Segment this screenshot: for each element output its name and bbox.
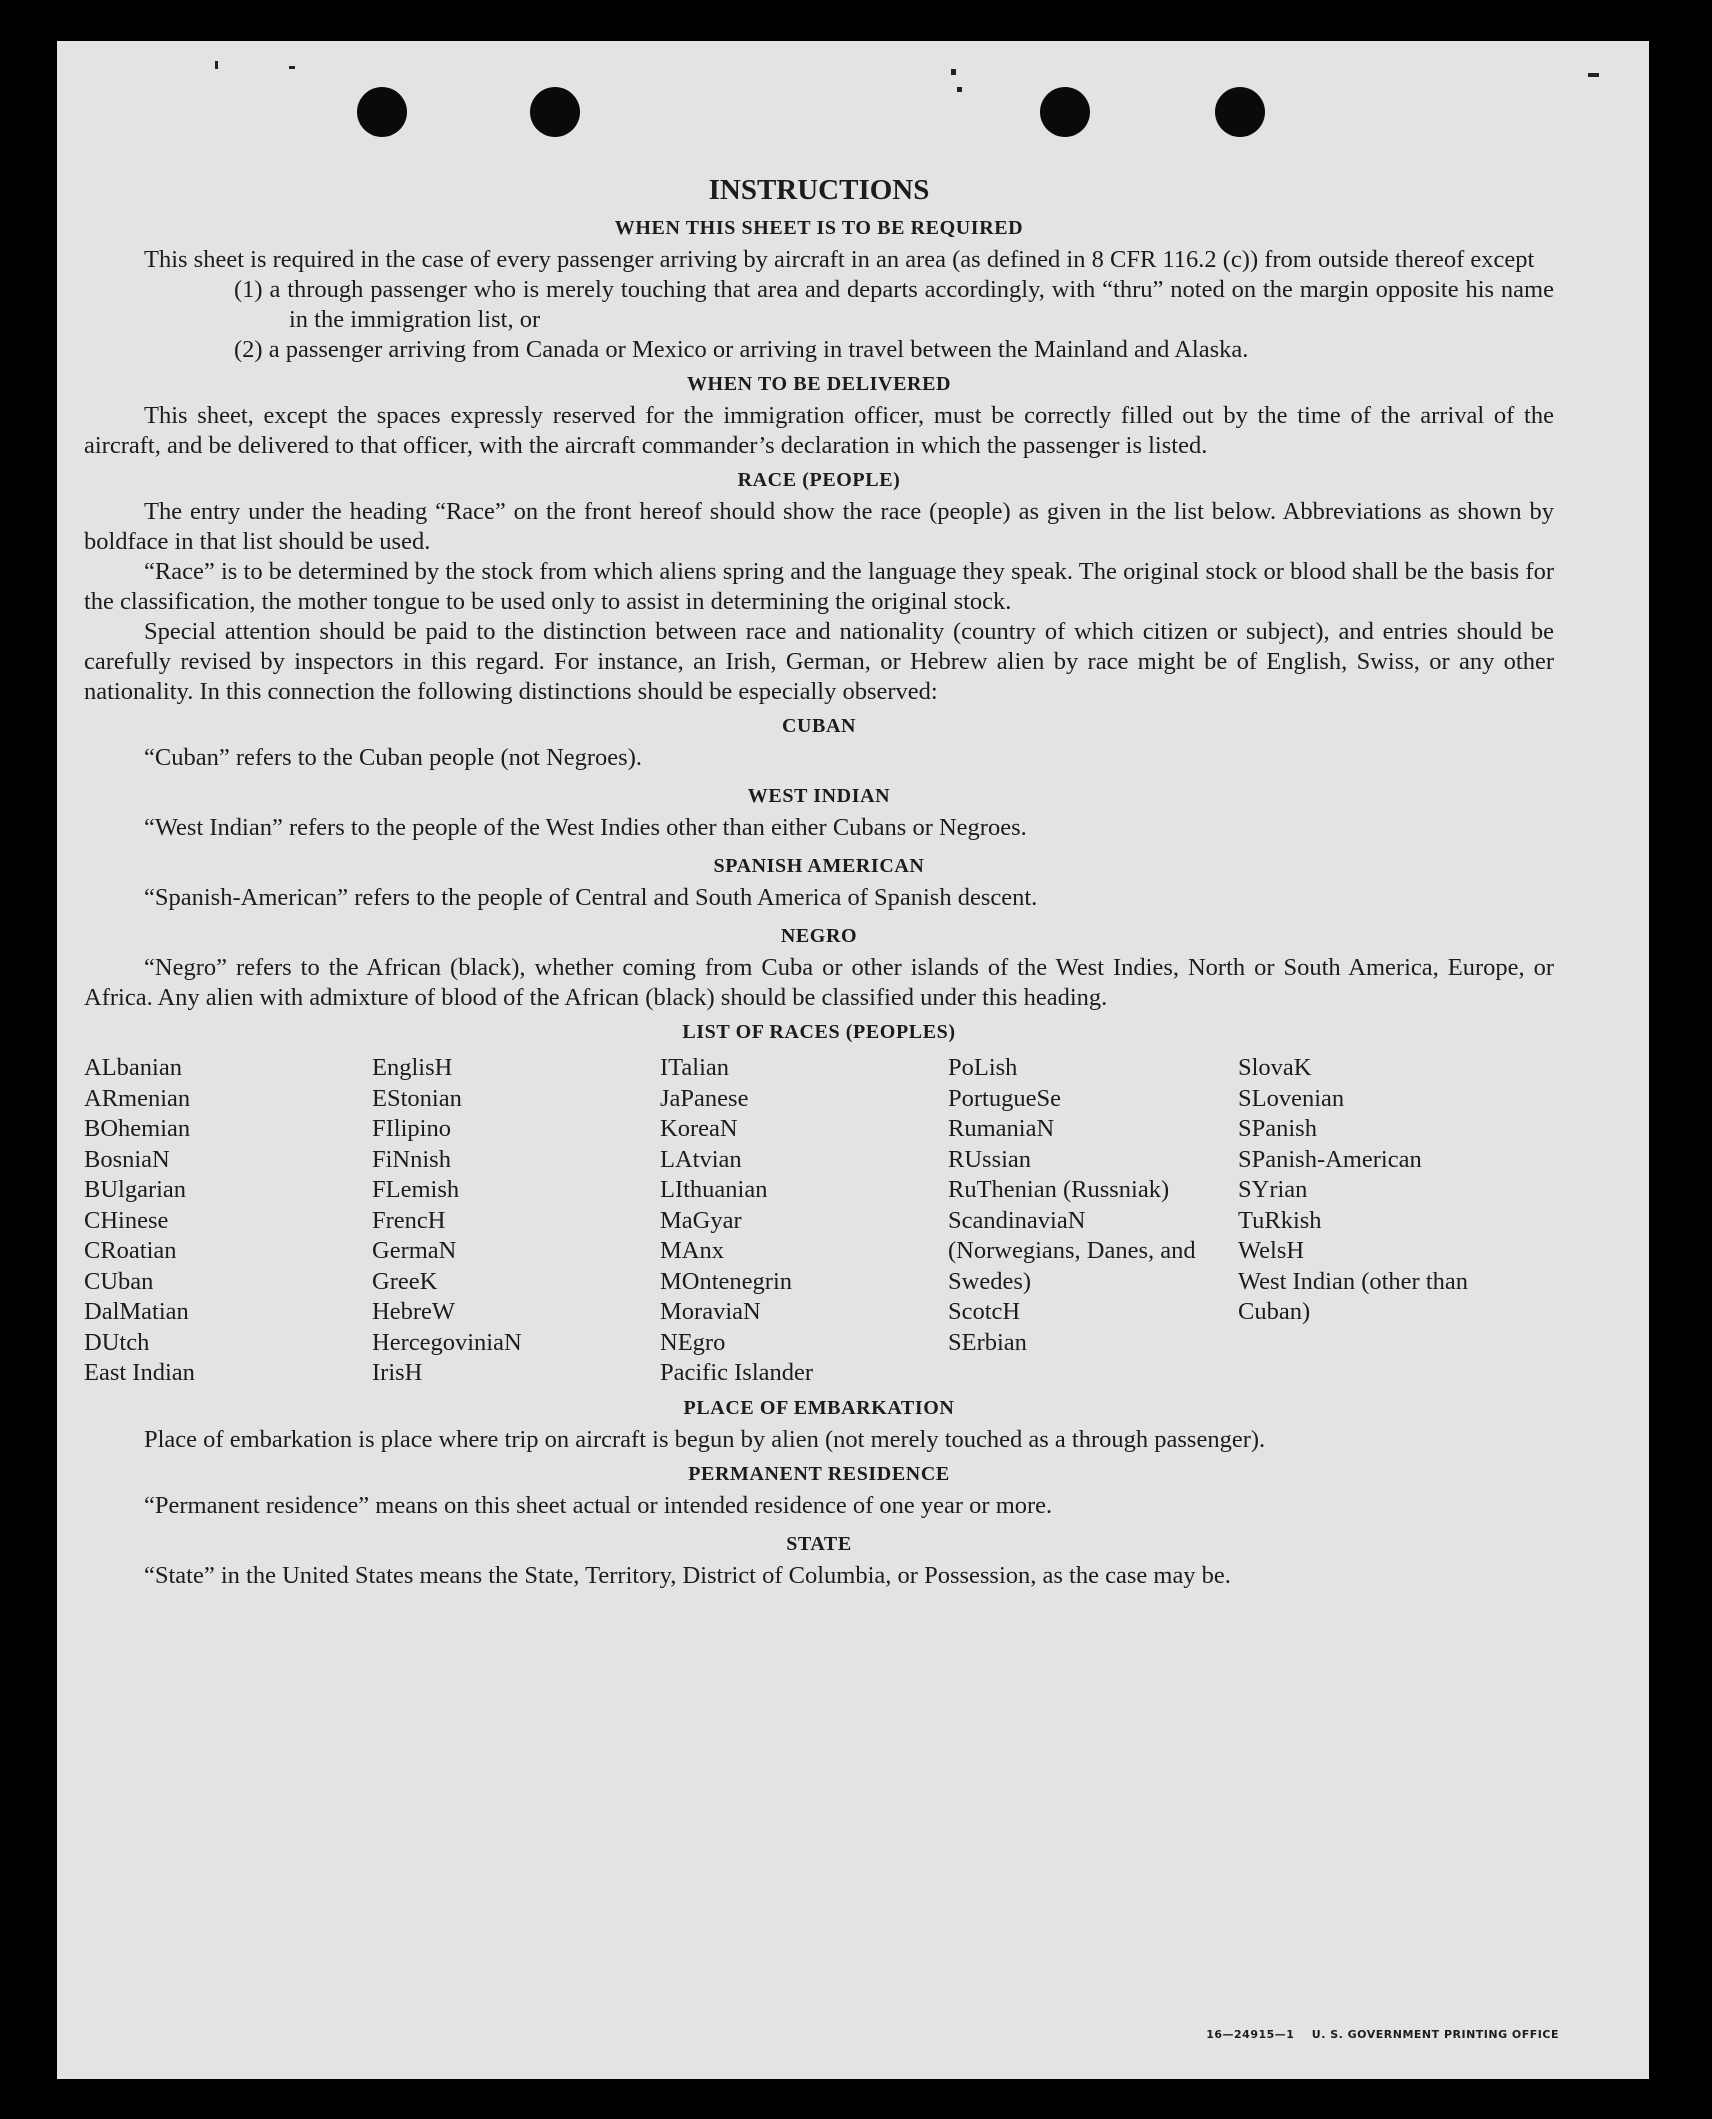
race-item: East Indian [84,1359,195,1386]
race-item: GermaN [372,1237,457,1264]
races-column [84,1053,372,1389]
race-item: ScandinaviaN (Norwegians, Danes, and Swedes) [948,1206,1196,1295]
when-required-heading: WHEN THIS SHEET IS TO BE REQUIRED [614,217,1024,239]
race-item: SYrian [1238,1176,1308,1203]
place-of-embarkation-heading: PLACE OF EMBARKATION [683,1396,955,1419]
race-item: FrencH [372,1206,446,1234]
page-title: INSTRUCTIONS [708,174,930,206]
exception-item: (1) a through passenger who is merely touching that area and departs accordingly, with “thru” noted on the margin opposite his name in the immigration list, or [234,276,1554,333]
punch-hole [530,87,580,137]
race-item: SPanish-American [1238,1145,1422,1173]
race-item: ALbanian [84,1054,182,1081]
cuban-heading: CUBAN [781,715,857,737]
race-item: PoLish [948,1054,1018,1081]
permanent-residence-text: “Permanent residence” means on this sheet actual or intended residence of one year or more. [144,1491,1053,1519]
when-delivered-text: This sheet, except the spaces expressly reserved for the immigration officer, must be correctly filled out by the time of the arrival of the aircraft, and be delivered to that officer, with the aircraft commander’s declaration in which the passenger is listed. [84,402,1554,459]
list-of-races-heading: LIST OF RACES (PEOPLES) [682,1021,956,1043]
race-item: ScotcH [948,1298,1021,1325]
race-item: RumaniaN [948,1115,1055,1142]
race-paragraph: Special attention should be paid to the distinction between race and nationality (country of which citizen or subject), and entries should be carefully revised by inspectors in this regard. For instance, an Irish, German, or Hebrew alien by race might be of English, Swiss, or any other nationality. In this connection the following distinctions should be especially observed: [84,618,1554,705]
race-item: BUlgarian [84,1176,187,1203]
negro-text: “Negro” refers to the African (black), whether coming from Cuba or other islands of the West Indies, North or South America, Europe, or Africa. Any alien with admixture of blood of the African (black) should be classified under this heading. [84,954,1554,1011]
race-paragraph: The entry under the heading “Race” on the front hereof should show the race (people) as given in the list below. Abbreviations as shown by boldface in that list should be used. [84,498,1554,555]
race-item: BosniaN [84,1145,170,1173]
when-delivered-heading: WHEN TO BE DELIVERED [686,373,952,395]
negro-heading: NEGRO [780,925,858,947]
race-item: ITalian [660,1054,730,1081]
race-item: FLemish [372,1176,460,1203]
west-indian-heading: WEST INDIAN [747,785,891,807]
race-item: PortugueSe [948,1084,1061,1112]
race-item: SlovaK [1238,1054,1312,1081]
race-item: MOntenegrin [660,1267,792,1295]
state-text: “State” in the United States means the State, Territory, District of Columbia, or Possession, as the case may be. [144,1561,1231,1589]
spanish-american-text: “Spanish-American” refers to the people of Central and South America of Spanish descent. [144,884,1038,911]
speck [289,66,295,69]
race-item: ARmenian [84,1084,191,1112]
race-item: HebreW [372,1298,455,1325]
punch-hole [1215,87,1265,137]
form-footer [1206,2028,1559,2041]
race-item: DUtch [84,1328,150,1356]
race-item: EStonian [372,1084,462,1112]
document-page [57,41,1649,2079]
races-column [948,1053,1238,1389]
race-item: West Indian (other than Cuban) [1238,1267,1469,1325]
race-item: BOhemian [84,1115,191,1142]
speck [215,61,218,69]
punch-hole [1040,87,1090,137]
when-required-intro: This sheet is required in the case of every passenger arriving by aircraft in an area (as defined in 8 CFR 116.2 (c)) from outside thereof except [144,246,1535,273]
races-column [660,1053,948,1389]
speck [1588,73,1599,77]
race-item: SLovenian [1238,1084,1345,1112]
permanent-residence-heading: PERMANENT RESIDENCE [688,1462,950,1485]
race-item: HercegoviniaN [372,1328,522,1356]
race-item: SErbian [948,1328,1027,1356]
race-item: EnglisH [372,1054,453,1081]
race-item: RuThenian (Russniak) [948,1176,1170,1203]
race-item: WelsH [1238,1237,1305,1264]
speck [957,87,962,92]
state-heading: STATE [786,1532,852,1555]
race-item: MAnx [660,1237,724,1264]
race-item: CRoatian [84,1237,177,1264]
race-item: FIlipino [372,1115,451,1142]
race-item: JaPanese [660,1084,749,1112]
race-item: LAtvian [660,1145,742,1173]
race-item: CHinese [84,1206,169,1234]
race-item: GreeK [372,1267,438,1295]
cuban-text: “Cuban” refers to the Cuban people (not Negroes). [144,744,642,771]
printer-name: U. S. GOVERNMENT PRINTING OFFICE [1311,2028,1559,2041]
race-heading: RACE (PEOPLE) [737,469,901,491]
race-paragraph: “Race” is to be determined by the stock from which aliens spring and the language they speak. The original stock or blood shall be the basis for the classification, the mother tongue to be used only to assist in determining the original stock. [84,558,1554,615]
form-code: 16—24915—1 [1206,2028,1295,2041]
place-of-embarkation-text: Place of embarkation is place where trip on aircraft is begun by alien (not merely touched as a through passenger). [144,1425,1266,1453]
race-item: IrisH [372,1359,423,1386]
race-item: DalMatian [84,1298,189,1325]
punch-hole [357,87,407,137]
race-item: NEgro [660,1328,726,1356]
race-item: MoraviaN [660,1298,761,1325]
race-item: LIthuanian [660,1176,768,1203]
race-item: RUssian [948,1145,1032,1173]
instructions-text [84,171,1554,1591]
races-column [372,1053,660,1389]
races-column [1238,1053,1554,1389]
speck [951,69,956,75]
race-item: MaGyar [660,1206,742,1234]
race-item: TuRkish [1238,1206,1322,1234]
race-item: FiNnish [372,1145,451,1173]
exception-item: (2) a passenger arriving from Canada or Mexico or arriving in travel between the Mainland and Alaska. [234,336,1249,363]
race-item: KoreaN [660,1115,738,1142]
west-indian-text: “West Indian” refers to the people of the West Indies other than either Cubans or Negroes. [144,814,1027,841]
race-item: Pacific Islander [660,1359,814,1386]
race-item: CUban [84,1267,154,1295]
race-item: SPanish [1238,1115,1317,1142]
races-list [84,1053,1554,1389]
spanish-american-heading: SPANISH AMERICAN [713,855,925,877]
